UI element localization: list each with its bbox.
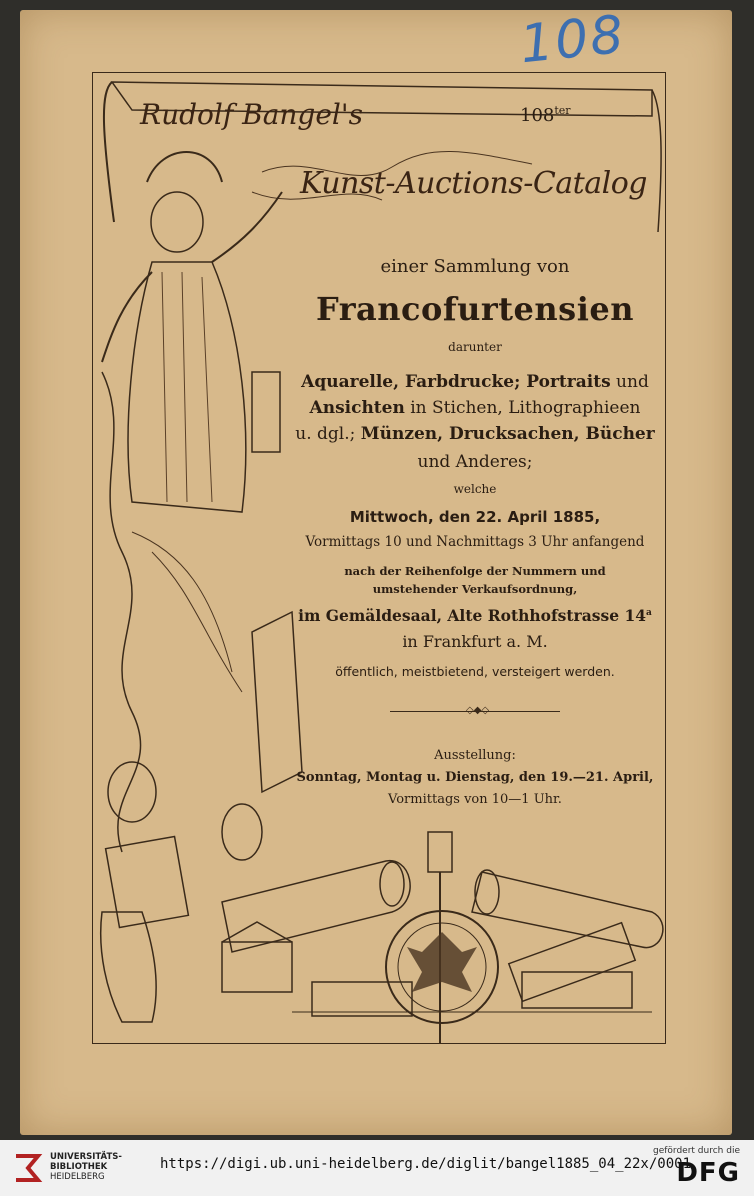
heading-francofurtensien: Francofurtensien [316,290,634,328]
university-library-logo[interactable] [12,1148,142,1188]
body-line-4-rest: und [610,372,649,392]
body-line-4 [270,372,680,392]
library-line-3: HEIDELBERG [50,1172,105,1182]
body-line-5-rest: in Stichen, Lithographieen [404,398,641,418]
engraved-illustration [92,72,666,1044]
library-emblem-icon [12,1150,44,1186]
body-line-5 [270,398,680,418]
body-line-4-bold: Aquarelle, Farbdrucke; Portraits [301,372,611,392]
viewer-footer [0,1140,754,1196]
auction-date: Mittwoch, den 22. April 1885, [349,508,601,526]
library-line-1: UNIVERSITÄTS- [50,1152,122,1162]
catalog-number-value: 108 [520,105,555,126]
catalog-number-suffix: ter [554,104,571,117]
funding-text: gefördert durch die [653,1146,740,1156]
auction-venue-sup: a [646,607,652,618]
auction-hours: Vormittags 10 und Nachmittags 3 Uhr anfangend [305,534,645,550]
body-line-7: und Anderes; [417,452,533,472]
title-line1: Rudolf Bangel's [140,98,363,131]
body-line-5-bold: Ansichten [309,398,405,418]
body-line-1: einer Sammlung von [380,256,570,277]
exhibition-time: Vormittags von 10—1 Uhr. [388,792,562,807]
body-line-12: umstehender Verkaufsordnung, [372,582,578,596]
body-line-11: nach der Reihenfolge der Nummern und [344,564,606,578]
title-line2: Kunst-Auctions-Catalog [300,166,647,201]
body-line-6-rest: u. dgl.; [295,424,361,444]
body-line-6 [270,424,680,444]
catalog-number [520,104,571,126]
exhibition-heading: Ausstellung: [434,748,516,763]
auction-city: in Frankfurt a. M. [402,632,548,651]
body-line-15: öffentlich, meistbietend, versteigert werden. [335,664,615,679]
library-line-2: BIBLIOTHEK [50,1162,108,1172]
document-url[interactable]: https://digi.ub.uni-heidelberg.de/diglit/bangel1885_04_22x/0001 [160,1156,692,1172]
auction-venue [270,606,680,625]
auction-venue-text: im Gemäldesaal, Alte Rothhofstrasse 14 [298,606,647,625]
handwritten-number: 108 [517,4,629,76]
divider-ornament-icon: ◇◆◇ [466,705,490,716]
exhibition-days: Sonntag, Montag u. Dienstag, den 19.—21. April, [296,770,654,785]
body-line-3: darunter [448,340,502,354]
dfg-logo[interactable]: DFG [676,1158,740,1188]
body-line-8: welche [453,482,497,496]
body-line-6-bold: Münzen, Drucksachen, Bücher [360,424,655,444]
